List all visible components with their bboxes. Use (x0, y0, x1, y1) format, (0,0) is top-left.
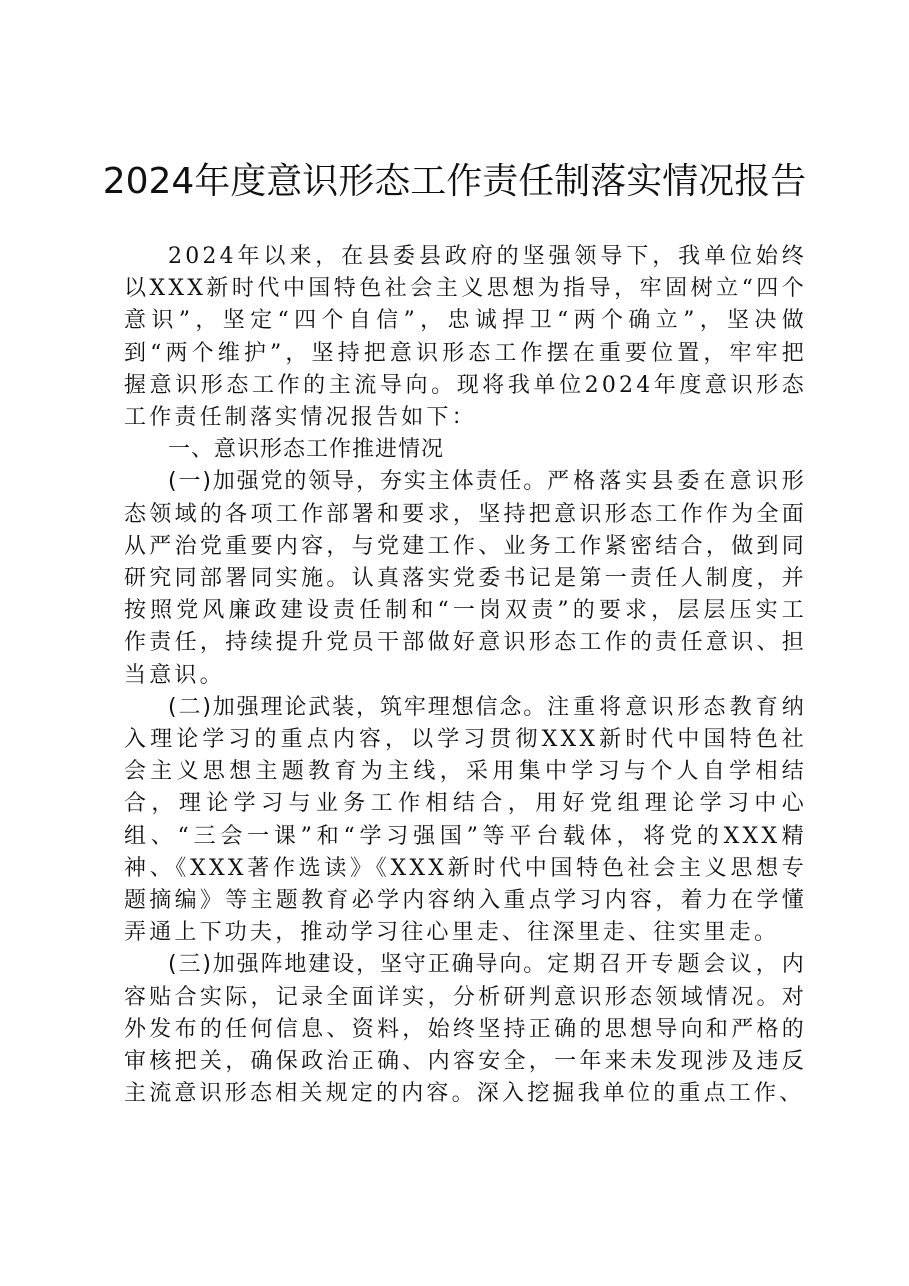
item-paragraph-1 (124, 466, 807, 691)
item-paragraph-2 (124, 692, 807, 950)
item-paragraph-3 (124, 949, 807, 1110)
item-lead: (二)加强理论武装，筑牢理想信念。 (168, 694, 548, 720)
section-heading: 一、意识形态工作推进情况 (168, 437, 445, 463)
document-title: 2024年度意识形态工作责任制落实情况报告 (102, 161, 807, 202)
item-lead: (三)加强阵地建设，坚守正确导向。 (168, 952, 548, 978)
item-text: 严格落实县委在意识形态领域的各项工作部署和要求，坚持把意识形态工作作为全面从严治党重要内容，与党建工作、业务工作紧密结合，做到同研究同部署同实施。认真落实党委书记是第一责任人制度，并按照党风廉政建设责任制和“一岗双责”的要求，层层压实工作责任，持续提升党员干部做好意识形态工作的责任意识、担当意识。 (124, 469, 807, 688)
intro-paragraph: 2024年以来，在县委县政府的坚强领导下，我单位始终以XXX新时代中国特色社会主义思想为指导，牢固树立“四个意识”，坚定“四个自信”，忠诚捍卫“两个确立”，坚决做到“两个维护”，坚持把意识形态工作摆在重要位置，牢牢把握意识形态工作的主流导向。现将我单位2024年度意识形态工作责任制落实情况报告如下： (124, 244, 807, 431)
item-text: 定期召开专题会议，内容贴合实际，记录全面详实，分析研判意识形态领域情况。对外发布的任何信息、资料，始终坚持正确的思想导向和严格的审核把关，确保政治正确、内容安全，一年来未发现涉及违反主流意识形态相关规定的内容。深入挖掘我单位的重点工作、 (124, 952, 807, 1107)
item-text: 注重将意识形态教育纳入理论学习的重点内容，以学习贯彻XXX新时代中国特色社会主义思想主题教育为主线，采用集中学习与个人自学相结合，理论学习与业务工作相结合，用好党组理论学习中心组、“三会一课”和“学习强国”等平台载体，将党的XXX精神、《XXX著作选读》《XXX新时代中国特色社会主义思想专题摘编》等主题教育必学内容纳入重点学习内容，着力在学懂弄通上下功夫，推动学习往心里走、往深里走、往实里走。 (124, 694, 807, 946)
document-body (124, 241, 807, 1110)
item-lead: (一)加强党的领导，夯实主体责任。 (168, 469, 548, 495)
